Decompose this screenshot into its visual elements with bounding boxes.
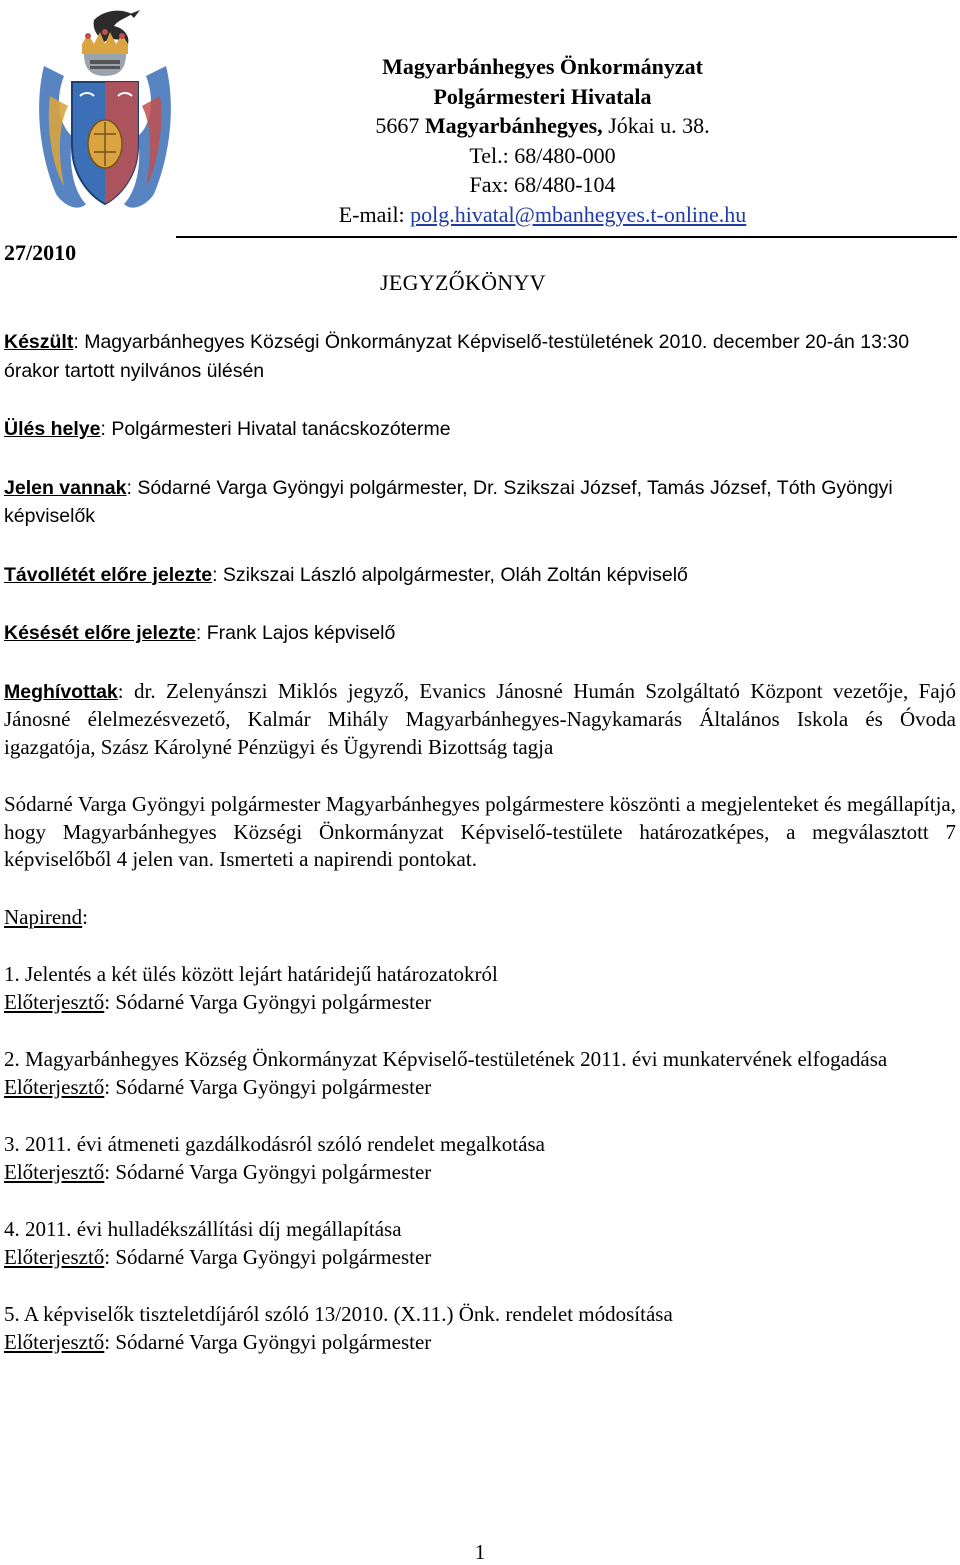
org-fax: Fax: 68/480-104 (469, 172, 616, 197)
presenter-label: Előterjesztő (4, 1074, 105, 1099)
intro-paragraph: Sódarné Varga Gyöngyi polgármester Magyarbánhegyes polgármestere köszönti a megjelenteket és megállapítja, hogy Magyarbánhegyes Községi Önkormányzat Képviselő-testülete határozatképes, a megválasztott 7 képviselőből 4 jelen van. Ismerteti a napirendi pontokat. (4, 792, 956, 871)
meghivottak-text: : dr. Zelenyánszi Miklós jegyző, Evanics Jánosné Humán Szolgáltató Központ vezetője, Fajó Jánosné élelmezésvezető, Kalmár Mihály Magyarbánhegyes-Nagykamarás Általános Iskola és Óvoda igazgatója, Szász Károlyné Pénzügyi és Ügyrendi Bizottság tagja (4, 678, 956, 759)
keses-text: : Frank Lajos képviselő (195, 622, 396, 644)
presenter-name: : Sódarné Varga Gyöngyi polgármester (104, 1244, 432, 1269)
presenter-name: : Sódarné Varga Gyöngyi polgármester (104, 1074, 432, 1099)
agenda-item (4, 1301, 956, 1356)
agenda-item-presenter (4, 1074, 956, 1102)
jelen-paragraph (4, 474, 956, 531)
agenda-item-title: 2. Magyarbánhegyes Község Önkormányzat Képviselő-testületének 2011. évi munkatervének elfogadása (4, 1047, 888, 1071)
letterhead (290, 52, 795, 229)
agenda-item-presenter (4, 989, 956, 1017)
agenda-item-presenter (4, 1244, 956, 1272)
agenda-item-title: 4. 2011. évi hulladékszállítási díj megállapítása (4, 1217, 402, 1241)
tavollet-text: : Szikszai László alpolgármester, Oláh Zoltán képviselő (212, 563, 688, 586)
agenda-list (4, 961, 956, 1356)
presenter-label: Előterjesztő (4, 1244, 105, 1269)
reference-number: 27/2010 (4, 240, 77, 265)
keses-paragraph (4, 619, 956, 648)
agenda-item (4, 1046, 956, 1101)
presenter-label: Előterjesztő (4, 1159, 105, 1184)
org-email-line (290, 200, 795, 230)
tavollet-label: Távollétét előre jelezte (4, 563, 213, 586)
page-number: 1 (474, 1540, 486, 1564)
org-office: Polgármesteri Hivatala (433, 83, 652, 109)
keses-label: Késését előre jelezte (4, 622, 196, 644)
presenter-label: Előterjesztő (4, 989, 105, 1014)
agenda-item-title: 5. A képviselők tiszteletdíjáról szóló 13/2010. (X.11.) Önk. rendelet módosítása (4, 1302, 673, 1326)
address-zip: 5667 (375, 113, 420, 138)
agenda-item (4, 1131, 956, 1186)
presenter-name: : Sódarné Varga Gyöngyi polgármester (104, 1159, 432, 1184)
ules-helye-label: Ülés helye (4, 418, 101, 440)
agenda-item-title: 3. 2011. évi átmeneti gazdálkodásról szóló rendelet megalkotása (4, 1132, 545, 1156)
header-divider (176, 236, 957, 238)
napirend-heading (4, 904, 956, 932)
tavollet-paragraph (4, 561, 956, 590)
napirend-label: Napirend (4, 904, 83, 929)
ules-helye-paragraph (4, 415, 956, 444)
meghivottak-label: Meghívottak (4, 680, 118, 703)
email-link[interactable]: polg.hivatal@mbanhegyes.t-online.hu (410, 201, 747, 227)
org-address (290, 111, 795, 141)
coat-of-arms-icon (34, 6, 176, 216)
address-town: Magyarbánhegyes, (424, 113, 603, 138)
presenter-name: : Sódarné Varga Gyöngyi polgármester (104, 1329, 432, 1354)
agenda-item (4, 1216, 956, 1271)
jelen-label: Jelen vannak (4, 476, 127, 499)
napirend-colon: : (82, 904, 88, 929)
agenda-item-presenter (4, 1329, 956, 1357)
keszult-label: Készült (4, 331, 74, 353)
presenter-name: : Sódarné Varga Gyöngyi polgármester (104, 989, 432, 1014)
document-body (4, 328, 956, 1356)
org-name: Magyarbánhegyes Önkormányzat (382, 54, 703, 79)
document-title: JEGYZŐKÖNYV (380, 270, 546, 295)
keszult-text: : Magyarbánhegyes Községi Önkormányzat Képviselő-testületének 2010. december 20-án 13:30 órakor tartott nyilvános ülésén (4, 331, 910, 382)
keszult-paragraph (4, 328, 956, 385)
email-label: E-mail: (338, 201, 405, 227)
org-phone: Tel.: 68/480-000 (469, 142, 616, 168)
ules-helye-text: : Polgármesteri Hivatal tanácskozóterme (100, 418, 451, 440)
agenda-item-presenter (4, 1159, 956, 1187)
address-street: Jókai u. 38. (608, 113, 710, 138)
jelen-text: : Sódarné Varga Gyöngyi polgármester, Dr. Szikszai József, Tamás József, Tóth Gyöngyi képviselők (4, 476, 893, 527)
meghivottak-paragraph (4, 678, 956, 762)
agenda-item-title: 1. Jelentés a két ülés között lejárt határidejű határozatokról (4, 962, 498, 986)
presenter-label: Előterjesztő (4, 1329, 105, 1354)
agenda-item (4, 961, 956, 1016)
